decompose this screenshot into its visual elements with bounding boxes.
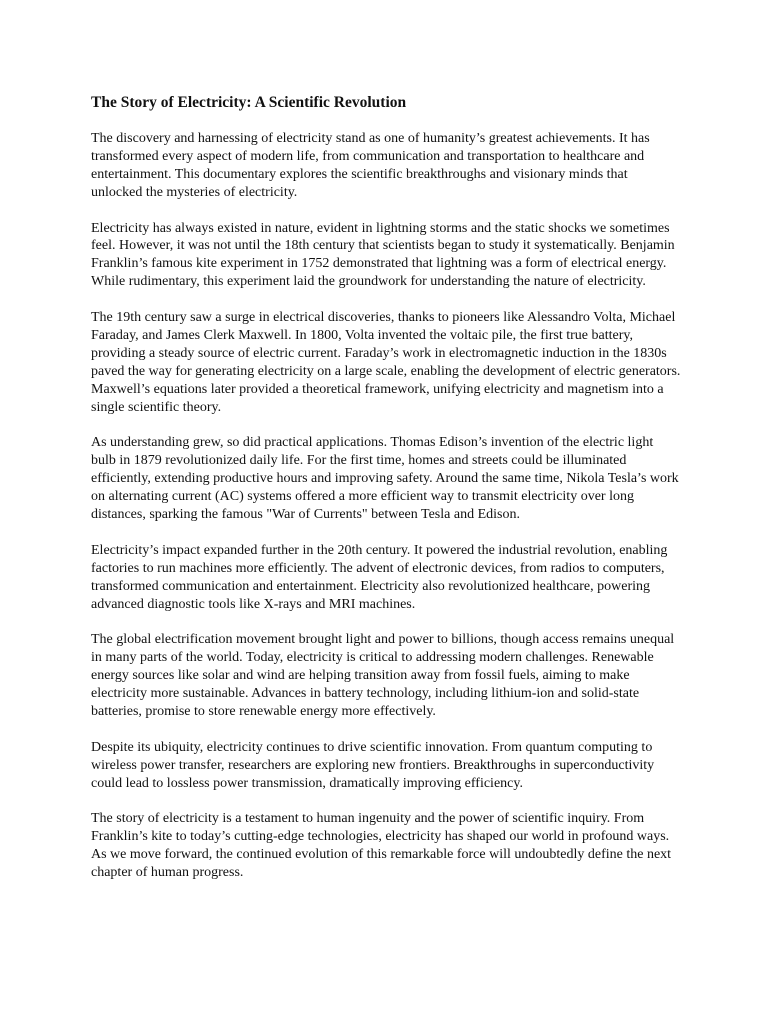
paragraph-20th-century: Electricity’s impact expanded further in the 20th century. It powered the industrial revolution, enabling factories to run machines more efficiently. The advent of electronic devices, from radios to computers, transformed communication and entertainment. Electricity also revolutionized healthcare, powering advanced diagnostic tools like X-rays and MRI machines. [91, 542, 668, 612]
paragraph-innovation: Despite its ubiquity, electricity continues to drive scientific innovation. From quantum computing to wireless power transfer, researchers are exploring new frontiers. Breakthroughs in superconductivity could lead to lossless power transmission, dramatically improving efficiency. [91, 739, 655, 791]
document-title: The Story of Electricity: A Scientific Revolution [91, 94, 407, 111]
paragraph-19th-century: The 19th century saw a surge in electrical discoveries, thanks to pioneers like Alessandro Volta, Michael Faraday, and James Clerk Maxwell. In 1800, Volta invented the voltaic pile, the first true battery, providing a steady source of electric current. Faraday’s work in electromagnetic induction in the 1830s paved the way for generating electricity on a large scale, enabling the development of electric generators. Maxwell’s equations later provided a theoretical framework, unifying electricity and magnetism into a single scientific theory. [91, 310, 681, 415]
paragraph-intro: The discovery and harnessing of electricity stand as one of humanity’s greatest achievements. It has transformed every aspect of modern life, from communication and transportation to healthcare and entertainment. This documentary explores the scientific breakthroughs and visionary minds that unlocked the mysteries of electricity. [91, 131, 650, 200]
paragraph-franklin: Electricity has always existed in nature, evident in lightning storms and the static shocks we sometimes feel. However, it was not until the 18th century that scientists began to study it systematically. Benjamin Franklin’s famous kite experiment in 1752 demonstrated that lightning was a form of electrical energy. While rudimentary, this experiment laid the groundwork for understanding the nature of electricity. [91, 220, 675, 290]
paragraph-conclusion: The story of electricity is a testament to human ingenuity and the power of scientific inquiry. From Franklin’s kite to today’s cutting-edge technologies, electricity has shaped our world in profound ways. As we move forward, the continued evolution of this remarkable force will undoubtedly define the next chapter of human progress. [91, 811, 672, 881]
paragraph-electrification: The global electrification movement brought light and power to billions, though access remains unequal in many parts of the world. Today, electricity is critical to addressing modern challenges. Renewable energy sources like solar and wind are helping transition away from fossil fuels, aiming to make electricity more sustainable. Advances in battery technology, including lithium-ion and solid-state batteries, promise to store renewable energy more effectively. [91, 632, 675, 719]
document-page [91, 93, 681, 900]
paragraph-edison-tesla: As understanding grew, so did practical applications. Thomas Edison’s invention of the electric light bulb in 1879 revolutionized daily life. For the first time, homes and streets could be illuminated efficiently, extending productive hours and improving safety. Around the same time, Nikola Tesla’s work on alternating current (AC) systems offered a more efficient way to transmit electricity over long distances, sparking the famous "War of Currents" between Tesla and Edison. [91, 435, 679, 522]
